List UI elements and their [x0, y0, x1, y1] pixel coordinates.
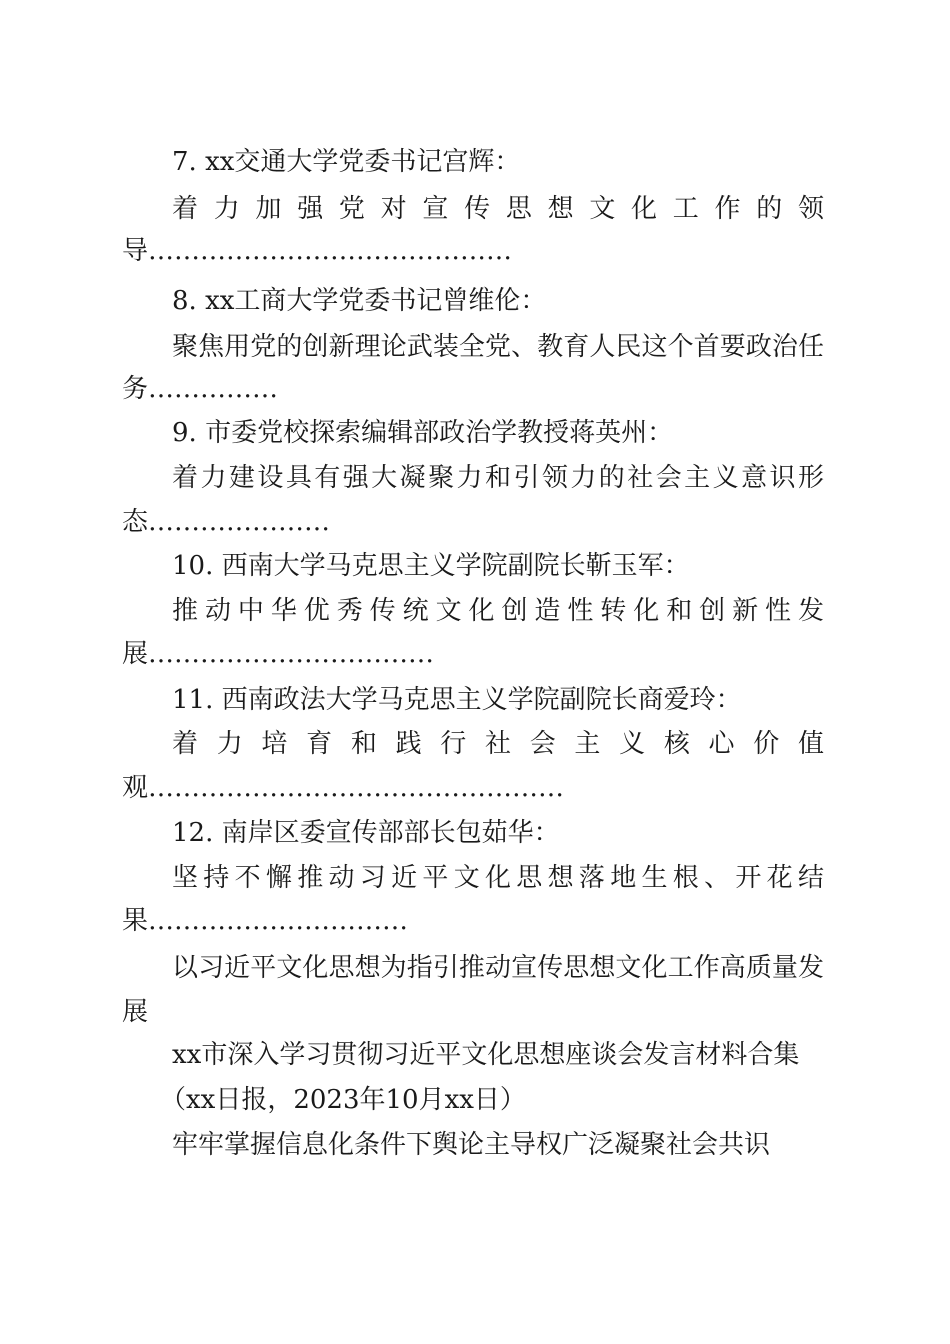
entry-12-heading: 12. 南岸区委宣传部部长包茹华： [172, 818, 560, 848]
entry-7-title-continued: 导…………………………………… [122, 236, 513, 266]
collection-title-continued: 展 [122, 997, 149, 1027]
entry-10-title: 推动中华优秀传统文化创造性转化和创新性发 [172, 596, 824, 626]
entry-8-title: 聚焦用党的创新理论武装全党、教育人民这个首要政治任 [172, 332, 824, 362]
entry-11-title-continued: 观………………………………………… [122, 773, 565, 803]
entry-9-heading: 9. 市委党校探索编辑部政治学教授蒋英州： [172, 418, 674, 448]
entry-10-heading: 10. 西南大学马克思主义学院副院长靳玉军： [172, 551, 690, 581]
collection-subtitle: xx市深入学习贯彻习近平文化思想座谈会发言材料合集 [172, 1040, 800, 1070]
entry-7-title: 着力加强党对宣传思想文化工作的领 [172, 194, 824, 224]
entry-10-title-continued: 展…………………………… [122, 639, 435, 669]
entry-9-title: 着力建设具有强大凝聚力和引领力的社会主义意识形 [172, 463, 824, 493]
entry-7-heading: 7. xx交通大学党委书记宫辉： [172, 147, 521, 177]
last-heading: 牢牢掌握信息化条件下舆论主导权广泛凝聚社会共识 [172, 1130, 771, 1160]
entry-11-heading: 11. 西南政法大学马克思主义学院副院长商爱玲： [172, 685, 742, 715]
entry-8-title-continued: 务…………… [122, 374, 279, 404]
source-note: （xx日报，2023年10月xx日） [160, 1085, 526, 1115]
entry-8-heading: 8. xx工商大学党委书记曾维伦： [172, 286, 547, 316]
entry-12-title: 坚持不懈推动习近平文化思想落地生根、开花结 [172, 863, 824, 893]
entry-12-title-continued: 果………………………… [122, 906, 409, 936]
entry-11-title: 着力培育和践行社会主义核心价值 [172, 729, 824, 759]
entry-9-title-continued: 态………………… [122, 507, 331, 537]
collection-title: 以习近平文化思想为指引推动宣传思想文化工作高质量发 [172, 953, 824, 983]
